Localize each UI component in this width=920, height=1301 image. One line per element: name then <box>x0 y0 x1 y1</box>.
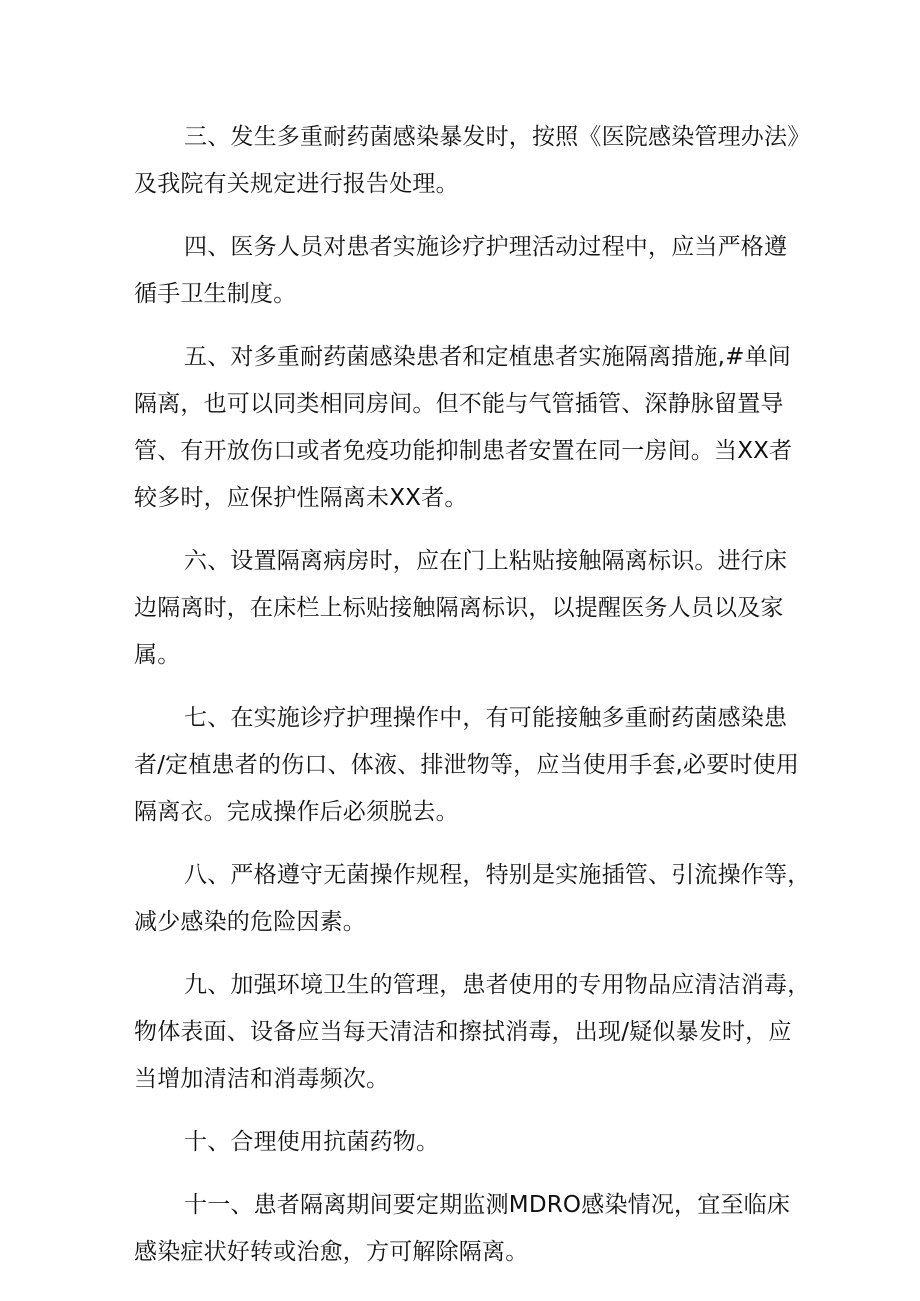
paragraph-line: 九、加强环境卫生的管理，患者使用的专用物品应清洁消毒， <box>184 972 811 998</box>
paragraph-line: 者/定植患者的伤口、体液、排泄物等，应当使用手套,必要时使用 <box>134 752 800 778</box>
paragraph-line: 循手卫生制度。 <box>134 281 297 307</box>
paragraph-line: 十、合理使用抗菌药物。 <box>184 1129 440 1155</box>
paragraph-line: 三、发生多重耐药菌感染暴发时，按照《医院感染管理办法》 <box>184 124 811 150</box>
paragraph-10 <box>134 1119 806 1166</box>
paragraph-line: 四、医务人员对患者实施诊疗护理活动过程中，应当严格遵 <box>184 234 788 260</box>
paragraph-5 <box>134 334 806 522</box>
paragraph-line: 减少感染的危险因素。 <box>134 909 366 935</box>
paragraph-8 <box>134 852 811 946</box>
paragraph-line: 五、对多重耐药菌感染患者和定植患者实施隔离措施,#单间 <box>184 344 791 370</box>
paragraph-line: 当增加清洁和消毒频次。 <box>134 1066 390 1092</box>
paragraph-line: 十一、患者隔离期间要定期监测MDRO感染情况，宜至临床 <box>184 1192 791 1218</box>
paragraph-line: 隔离衣。完成操作后必须脱去。 <box>134 799 459 825</box>
paragraph-line: 及我院有关规定进行报告处理。 <box>134 171 459 197</box>
paragraph-line: 边隔离时，在床栏上标贴接触隔离标识，以提醒医务人员以及家 <box>134 595 784 621</box>
paragraph-line: 属。 <box>134 642 181 668</box>
document-body <box>134 114 811 1292</box>
paragraph-line: 八、严格遵守无菌操作规程，特别是实施插管、引流操作等， <box>184 862 811 888</box>
paragraph-6 <box>134 538 806 679</box>
paragraph-9 <box>134 962 811 1103</box>
paragraph-4 <box>134 224 806 318</box>
paragraph-line: 六、设置隔离病房时，应在门上粘贴接触隔离标识。进行床 <box>184 548 788 574</box>
paragraph-7 <box>134 695 806 836</box>
paragraph-11 <box>134 1182 806 1276</box>
paragraph-line: 隔离，也可以同类相同房间。但不能与气管插管、深静脉留置导 <box>134 391 784 417</box>
paragraph-line: 物体表面、设备应当每天清洁和擦拭消毒，出现/疑似暴发时，应 <box>134 1019 792 1045</box>
paragraph-line: 感染症状好转或治愈，方可解除隔离。 <box>134 1239 529 1265</box>
paragraph-3 <box>134 114 811 208</box>
paragraph-line: 七、在实施诊疗护理操作中，有可能接触多重耐药菌感染患 <box>184 705 788 731</box>
paragraph-line: 管、有开放伤口或者免疫功能抑制患者安置在同一房间。当XX者 <box>134 438 793 464</box>
paragraph-line: 较多时，应保护性隔离未XX者。 <box>134 485 468 511</box>
